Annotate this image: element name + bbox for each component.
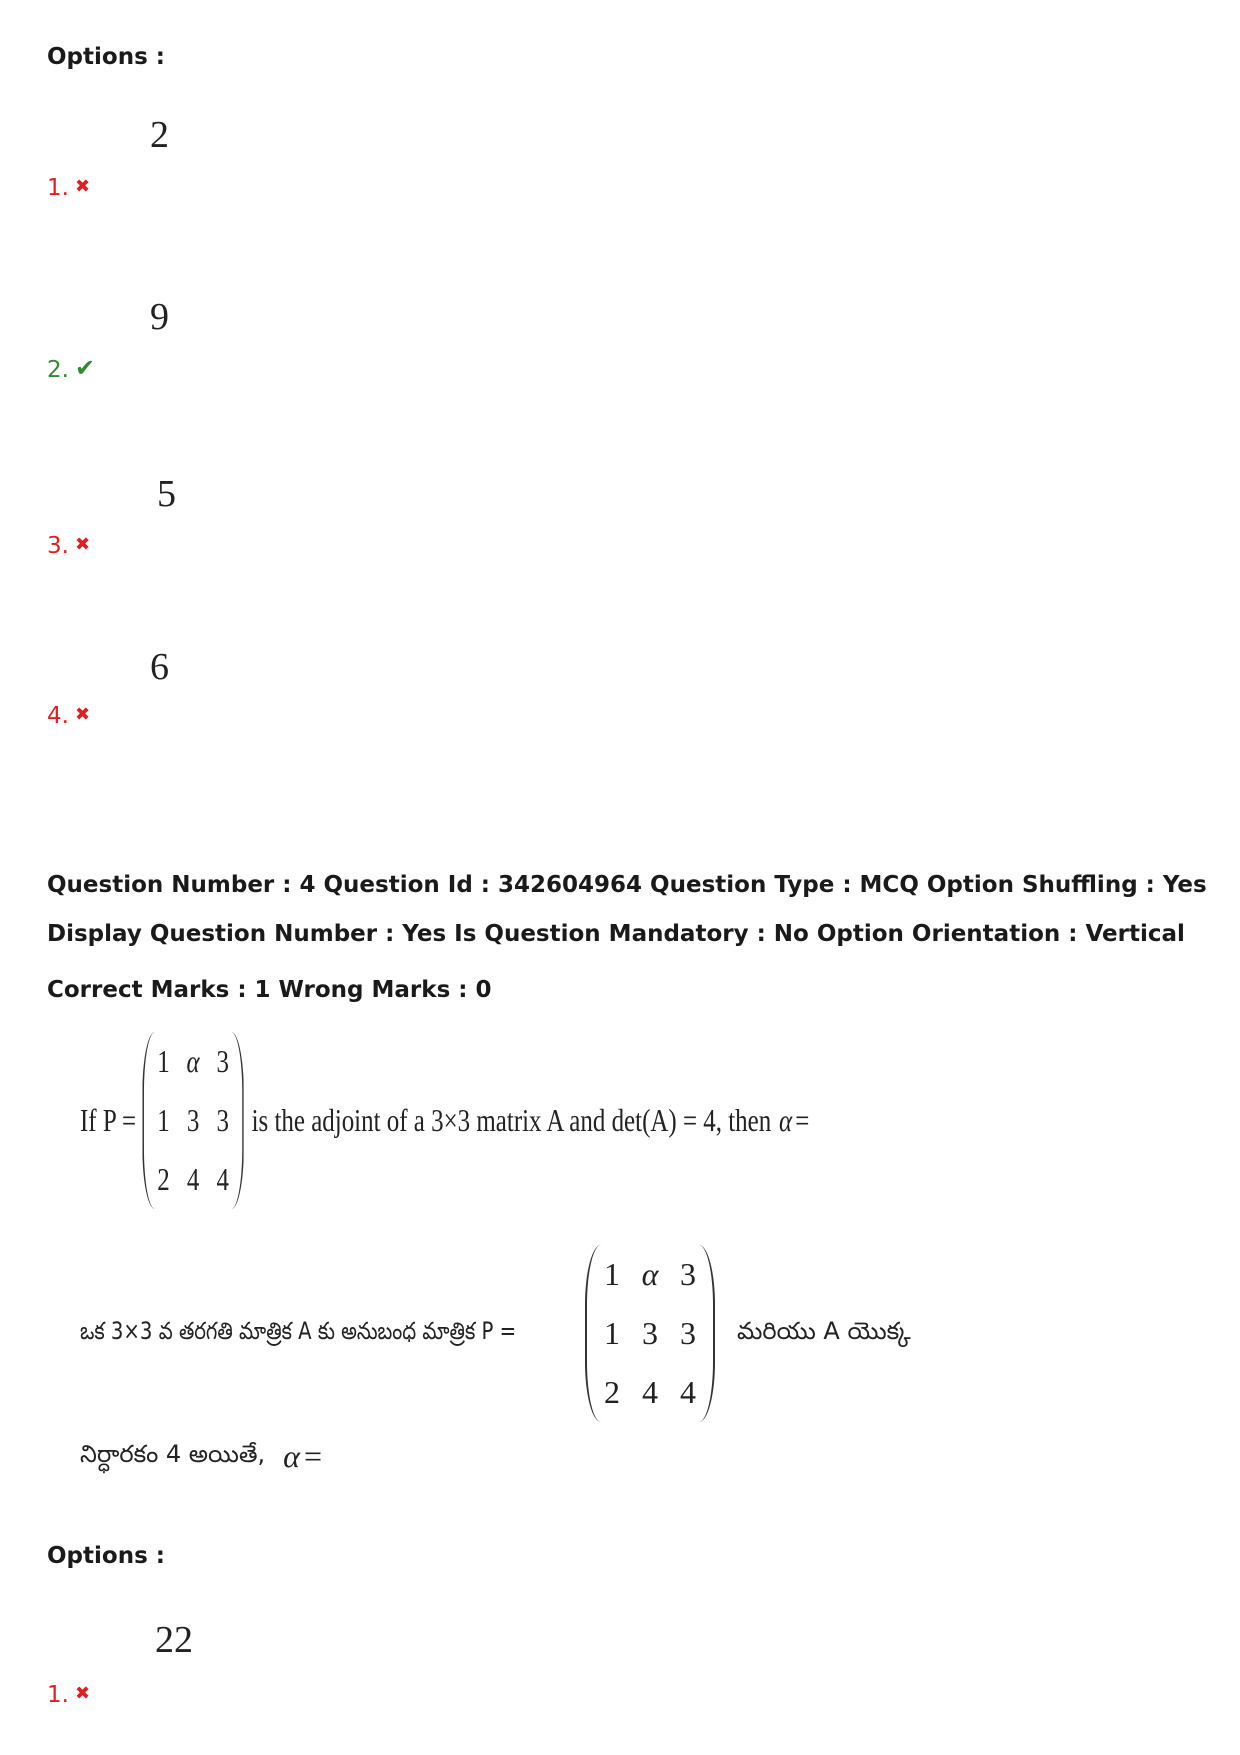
alpha-symbol: α <box>779 1102 793 1138</box>
question-suffix: is the adjoint of a 3×3 matrix A and det(A) = 4, then <box>251 1102 772 1138</box>
option-3-value: 5 <box>157 473 176 515</box>
matrix-cell: 1 <box>604 1256 620 1292</box>
matrix-cell: 1 <box>157 1043 170 1079</box>
matrix-cell: 1 <box>604 1315 620 1351</box>
wrong-icon: ✖ <box>74 534 91 555</box>
option-2 <box>47 354 95 383</box>
matrix-cell: 4 <box>186 1161 200 1197</box>
matrix-p-telugu <box>585 1245 715 1422</box>
wrong-icon: ✖ <box>74 1683 91 1704</box>
wrong-icon: ✖ <box>74 176 91 197</box>
options-heading: Options : <box>47 44 165 70</box>
correct-check-icon: ✔ <box>74 354 96 382</box>
options-heading: Options : <box>47 1543 165 1569</box>
matrix-cell: 3 <box>216 1102 229 1138</box>
matrix-cell: 3 <box>642 1315 658 1351</box>
option-number: 2. <box>47 357 69 383</box>
equals-sign: = <box>303 1438 322 1474</box>
matrix-cell: 3 <box>186 1102 200 1138</box>
matrix-cell: 2 <box>604 1374 620 1410</box>
option-number: 3. <box>47 533 69 559</box>
matrix-cell: 1 <box>157 1102 170 1138</box>
telugu-prefix: ఒక 3×3 వ తరగతి మాత్రిక A కు అనుబంధ మాత్రిక P = <box>80 1316 517 1345</box>
question-english <box>80 1032 809 1209</box>
telugu-line-2: నిర్ధారకం 4 అయితే, <box>80 1439 266 1468</box>
option-4 <box>47 703 90 729</box>
matrix-cell: 2 <box>157 1161 170 1197</box>
matrix-cell: 4 <box>642 1374 658 1410</box>
question-telugu-line-2 <box>80 1438 322 1475</box>
matrix-cell: α <box>186 1043 200 1079</box>
telugu-suffix: మరియు A యొక్క <box>737 1316 911 1345</box>
matrix-cell: 3 <box>216 1043 229 1079</box>
question-marks: Correct Marks : 1 Wrong Marks : 0 <box>47 977 492 1003</box>
wrong-icon: ✖ <box>74 704 91 725</box>
matrix-cell: 3 <box>680 1256 696 1292</box>
matrix-cell: α <box>641 1256 659 1292</box>
question-meta-line-1: Question Number : 4 Question Id : 342604964 Question Type : MCQ Option Shuffling : Yes <box>47 872 1207 898</box>
matrix-cell: 4 <box>216 1161 229 1197</box>
option-3 <box>47 533 90 559</box>
matrix-cell: 3 <box>680 1315 696 1351</box>
question-meta-line-2: Display Question Number : Yes Is Question Mandatory : No Option Orientation : Vertical <box>47 921 1185 947</box>
option-1-value: 22 <box>155 1619 193 1661</box>
option-1 <box>47 1682 90 1708</box>
question-prefix: If P = <box>80 1102 137 1138</box>
option-2-value: 9 <box>150 296 169 338</box>
matrix-cell: 4 <box>680 1374 696 1410</box>
option-1-value: 2 <box>150 114 169 156</box>
option-number: 1. <box>47 175 69 201</box>
option-number: 4. <box>47 703 69 729</box>
question-telugu <box>80 1245 911 1422</box>
option-1 <box>47 175 90 201</box>
option-4-value: 6 <box>150 646 169 688</box>
matrix-p <box>142 1032 243 1209</box>
option-number: 1. <box>47 1682 69 1708</box>
alpha-symbol: α <box>283 1438 300 1474</box>
equals-sign: = <box>795 1102 810 1138</box>
